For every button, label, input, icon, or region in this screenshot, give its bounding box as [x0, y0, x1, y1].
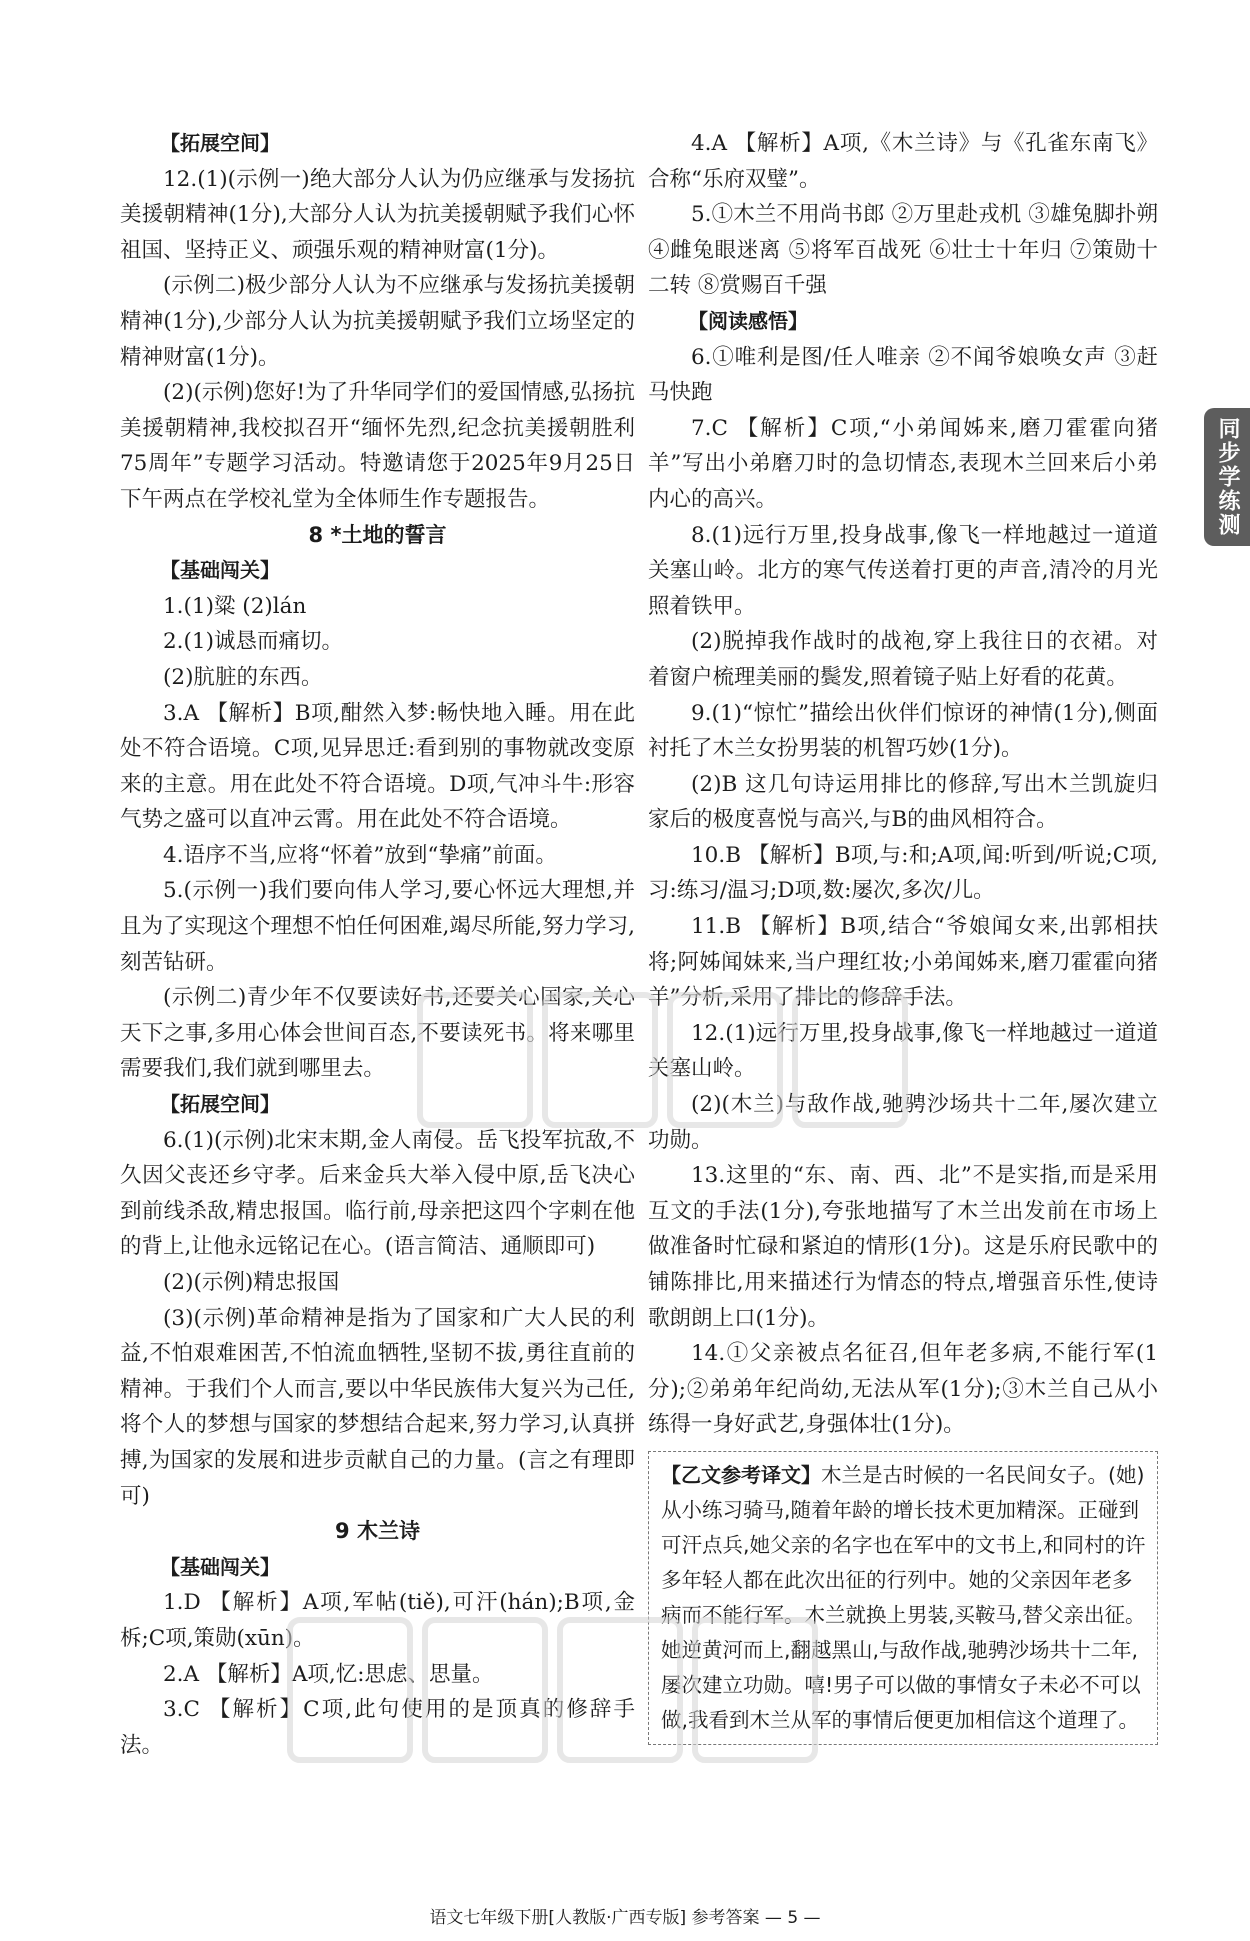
answer-paragraph: 10.B 【解析】B项,与:和;A项,闻:听到/听说;C项,习:练习/温习;D项,数:屡次,多次/儿。 — [648, 842, 1158, 904]
answer-paragraph: 2.A 【解析】A项,忆:思虑、思量。 — [163, 1661, 494, 1687]
answer-paragraph: 4.A 【解析】A项,《木兰诗》与《孔雀东南飞》合称“乐府双璧”。 — [648, 131, 1158, 192]
section-heading: 【阅读感悟】 — [688, 308, 808, 333]
answer-paragraph: 6.(1)(示例)北宋末期,金人南侵。岳飞投军抗敌,不久因父丧还乡守孝。后来金兵大举入侵中原,岳飞决心到前线杀敌,精忠报国。临行前,母亲把这四个字刺在他的背上,让他永远铭记在心。(语言简洁、通顺即可) — [120, 1127, 635, 1260]
answer-paragraph: (2)肮脏的东西。 — [163, 664, 323, 690]
answer-paragraph: 2.(1)诚恳而痛切。 — [163, 629, 343, 655]
side-tab: 同步学练测 — [1204, 408, 1250, 546]
right-column — [648, 126, 1158, 1745]
answer-paragraph: (示例二)极少部分人认为不应继承与发扬抗美援朝精神(1分),少部分人认为抗美援朝赋予我们立场坚定的精神财富(1分)。 — [120, 273, 635, 370]
answer-paragraph: 11.B 【解析】B项,结合“爷娘闻女来,出郭相扶将;阿姊闻妹来,当户理红妆;小弟闻姊来,磨刀霍霍向猪羊”分析,采用了排比的修辞手法。 — [648, 914, 1158, 1011]
answer-paragraph: (2)(示例)精忠报国 — [163, 1270, 340, 1295]
answer-paragraph: 12.(1)(示例一)绝大部分人认为仍应继承与发扬抗美援朝精神(1分),大部分人认为抗美援朝赋予我们心怀祖国、坚持正义、顽强乐观的精神财富(1分)。 — [120, 166, 635, 263]
answer-paragraph: 9.(1)“惊忙”描绘出伙伴们惊讶的神情(1分),侧面衬托了木兰女扮男装的机智巧妙(1分)。 — [648, 700, 1158, 762]
answer-paragraph: 8.(1)远行万里,投身战事,像飞一样地越过一道道关塞山岭。北方的寒气传送着打更的声音,清冷的月光照着铁甲。 — [648, 522, 1158, 619]
answer-paragraph: (2)脱掉我作战时的战袍,穿上我往日的衣裙。对着窗户梳理美丽的鬓发,照着镜子贴上好看的花黄。 — [648, 629, 1158, 690]
answer-paragraph: 1.D 【解析】A项,军帖(tiě),可汗(hán);B项,金柝;C项,策勋(xūn)。 — [120, 1590, 635, 1651]
answer-paragraph: 5.(示例一)我们要向伟人学习,要心怀远大理想,并且为了实现这个理想不怕任何困难,竭尽所能,努力学习,刻苦钻研。 — [120, 878, 636, 975]
translation-box — [648, 1451, 1158, 1745]
answer-paragraph: (2)B 这几句诗运用排比的修辞,写出木兰凯旋归家后的极度喜悦与高兴,与B的曲风相符合。 — [648, 771, 1158, 833]
section-heading: 【基础闯关】 — [160, 558, 280, 583]
answer-paragraph: (示例二)青少年不仅要读好书,还要关心国家,关心天下之事,多用心体会世间百态,不要读死书。将来哪里需要我们,我们就到哪里去。 — [120, 985, 635, 1082]
answer-paragraph: 13.这里的“东、南、西、北”不是实指,而是采用互文的手法(1分),夸张地描写了木兰出发前在市场上做准备时忙碌和紧迫的情形(1分)。这是乐府民歌中的铺陈排比,用来描述行为情态的特点,增强音乐性,使诗歌朗朗上口(1分)。 — [648, 1163, 1158, 1331]
answer-paragraph: 3.C 【解析】C项,此句使用的是顶真的修辞手法。 — [120, 1697, 635, 1758]
left-column — [120, 126, 635, 1763]
section-heading: 【拓展空间】 — [160, 1092, 280, 1117]
section-heading: 【拓展空间】 — [160, 131, 280, 155]
answer-paragraph: (3)(示例)革命精神是指为了国家和广大人民的利益,不怕艰难困苦,不怕流血牺牲,坚韧不拔,勇往直前的精神。于我们个人而言,要以中华民族伟大复兴为己任,将个人的梦想与国家的梦想结合起来,努力学习,认真拼搏,为国家的发展和进步贡献自己的力量。(言之有理即可) — [120, 1305, 635, 1509]
answer-paragraph: 5.①木兰不用尚书郎 ②万里赴戎机 ③雄兔脚扑朔 ④雌兔眼迷离 ⑤将军百战死 ⑥壮士十年归 ⑦策勋十二转 ⑧赏赐百千强 — [648, 202, 1158, 299]
translation-text: 木兰是古时候的一名民间女子。(她)从小练习骑马,随着年龄的增长技术更加精深。正碰到可汗点兵,她父亲的名字也在军中的文书上,和同村的许多年轻人都在此次出征的行列中。她的父亲因年老多病而不能行军。木兰就换上男装,买鞍马,替父亲出征。她逆黄河而上,翻越黑山,与敌作战,驰骋沙场共十二年,屡次建立功勋。嘻!男子可以做的事情女子未必不可以做,我看到木兰从军的事情后便更加相信这个道理了。 — [661, 1462, 1146, 1732]
lesson-title: 9 木兰诗 — [335, 1519, 420, 1544]
answer-paragraph: 4.语序不当,应将“怀着”放到“挚痛”前面。 — [163, 842, 557, 868]
answer-paragraph: 14.①父亲被点名征召,但年老多病,不能行军(1分);②弟弟年纪尚幼,无法从军(1分);③木兰自己从小练得一身好武艺,身强体壮(1分)。 — [648, 1341, 1158, 1438]
answer-paragraph: (2)(示例)您好!为了升华同学们的爱国情感,弘扬抗美援朝精神,我校拟召开“缅怀先烈,纪念抗美援朝胜利75周年”专题学习活动。特邀请您于2025年9月25日下午两点在学校礼堂为全体师生作专题报告。 — [120, 380, 635, 512]
section-heading: 【基础闯关】 — [160, 1554, 280, 1579]
answer-paragraph: (2)(木兰)与敌作战,驰骋沙场共十二年,屡次建立功勋。 — [648, 1092, 1158, 1153]
answer-paragraph: 7.C 【解析】C项,“小弟闻姊来,磨刀霍霍向猪羊”写出小弟磨刀时的急切情态,表现木兰回来后小弟内心的高兴。 — [648, 415, 1158, 512]
answer-paragraph: 1.(1)粱 (2)lán — [163, 593, 307, 619]
page-footer: 语文七年级下册[人教版·广西专版] 参考答案 — 5 — — [429, 1908, 821, 1928]
lesson-title: 8 *土地的誓言 — [308, 522, 447, 547]
answer-paragraph: 12.(1)远行万里,投身战事,像飞一样地越过一道道关塞山岭。 — [648, 1020, 1158, 1082]
translation-label: 【乙文参考译文】 — [661, 1462, 821, 1487]
answer-paragraph: 6.①唯利是图/任人唯亲 ②不闻爷娘唤女声 ③赶马快跑 — [648, 344, 1158, 406]
answer-paragraph: 3.A 【解析】B项,酣然入梦:畅快地入睡。用在此处不符合语境。C项,见异思迁:看到别的事物就改变原来的主意。用在此处不符合语境。D项,气冲斗牛:形容气势之盛可以直冲云霄。用在此处不符合语境。 — [120, 700, 635, 833]
